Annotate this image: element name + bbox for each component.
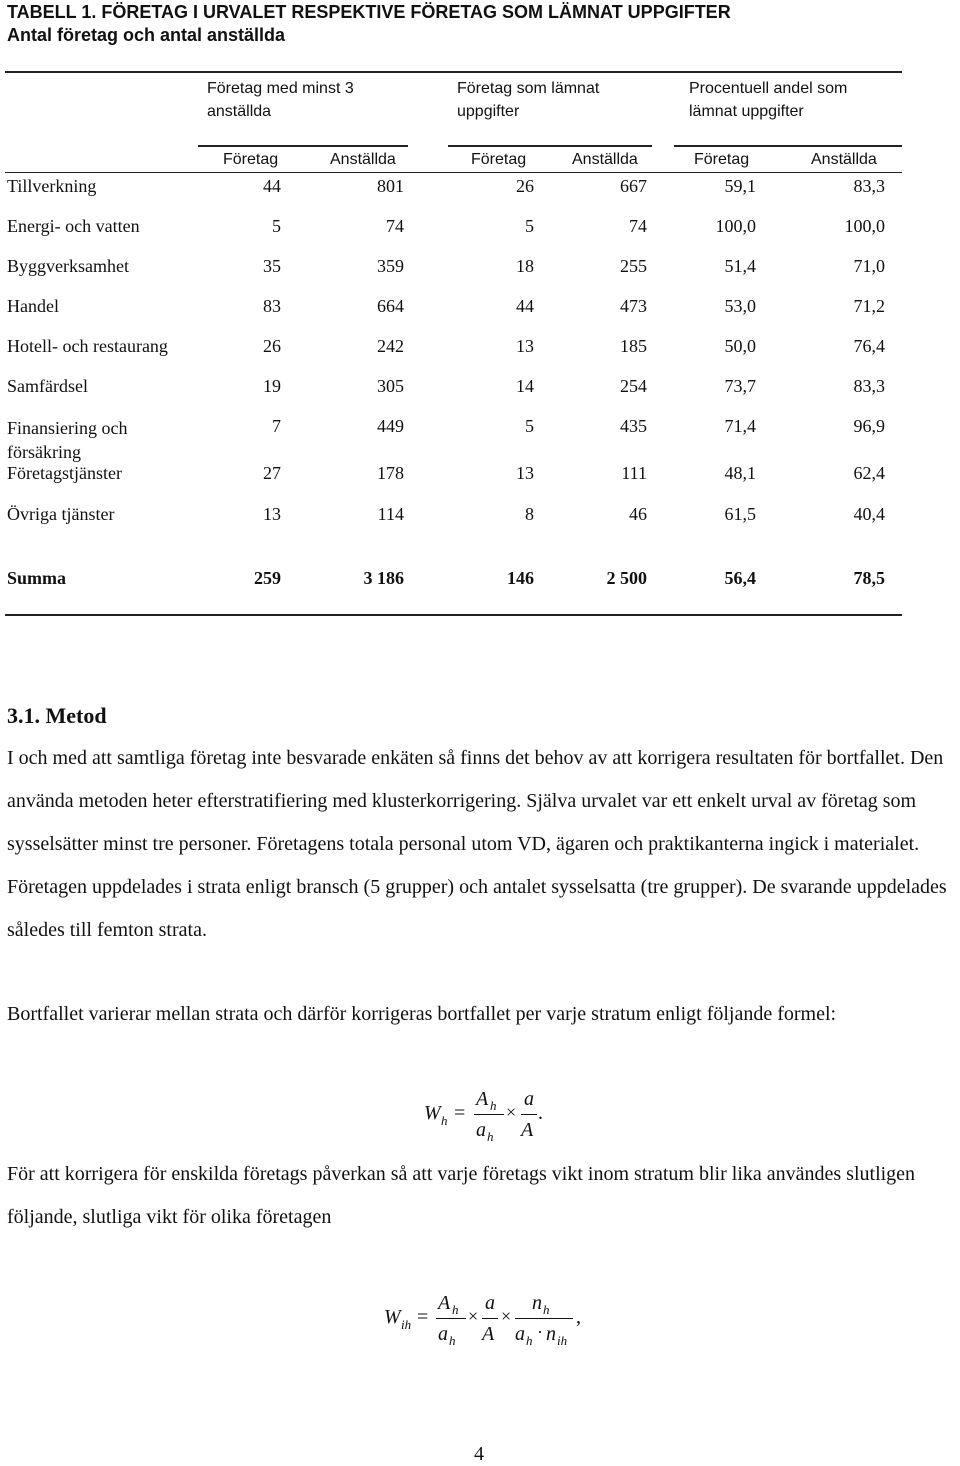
formula-weight-firm	[380, 1290, 610, 1352]
formula-equals: =	[417, 1306, 429, 1328]
formula-num-a: a	[524, 1088, 534, 1110]
cell: 74	[386, 216, 404, 236]
formula-den-sub-ih: ih	[557, 1333, 568, 1348]
formula-den-sub-h: h	[449, 1333, 456, 1348]
group-header-1: Företag med minst 3 anställda	[207, 80, 354, 120]
row-label: Energi- och vatten	[7, 216, 140, 236]
cell: 76,4	[853, 336, 885, 356]
cell: 71,0	[853, 256, 885, 276]
formula-comma: ,	[576, 1306, 581, 1328]
formula-den-sub-h: h	[487, 1129, 494, 1144]
cell: 114	[377, 504, 404, 524]
sub-header-4: Anställda	[572, 151, 638, 168]
formula-num-A: A	[438, 1292, 451, 1314]
cell: 83,3	[853, 176, 885, 196]
group-rule-2	[448, 145, 652, 147]
formula-num-a: a	[485, 1292, 495, 1314]
cell: 13	[516, 336, 534, 356]
cell: 254	[620, 376, 647, 396]
cell: 18	[516, 256, 534, 276]
cell: 100,0	[844, 216, 885, 236]
cell: 111	[621, 463, 647, 483]
formula-var-W: W	[384, 1306, 401, 1328]
formula-times: ×	[468, 1306, 479, 1326]
formula-num-sub-h: h	[543, 1302, 550, 1317]
summary-cell: 259	[254, 568, 281, 588]
cell: 71,4	[724, 416, 756, 436]
cell: 62,4	[853, 463, 885, 483]
formula-den-sub-h: h	[526, 1333, 533, 1348]
table-subtitle: Antal företag och antal anställda	[7, 25, 286, 45]
cell: 242	[377, 336, 404, 356]
page-number: 4	[474, 1443, 484, 1465]
row-label: Handel	[7, 296, 59, 316]
summary-cell: 3 186	[363, 568, 404, 588]
cell: 5	[272, 216, 281, 236]
cell: 48,1	[724, 463, 756, 483]
cell: 44	[516, 296, 534, 316]
paragraph-final-weight: För att korrigera för enskilda företags påverkan så att varje företags vikt inom stratum blir lika användes slutligen följande, slutliga vikt för olika företagen	[7, 1163, 916, 1228]
group-header-3: Procentuell andel som lämnat uppgifter	[689, 80, 848, 120]
summary-label: Summa	[7, 568, 67, 588]
fraction-bar	[521, 1114, 537, 1115]
group-rule-1	[198, 145, 408, 147]
formula-den-A: A	[482, 1323, 495, 1345]
header-bottom-rule	[5, 172, 902, 173]
sub-header-5: Företag	[694, 151, 750, 168]
cell: 83	[263, 296, 281, 316]
table-title: TABELL 1. FÖRETAG I URVALET RESPEKTIVE FÖRETAG SOM LÄMNAT UPPGIFTER	[7, 2, 731, 22]
table-bottom-rule	[5, 614, 902, 616]
fraction-bar	[515, 1318, 573, 1319]
fraction-bar	[436, 1318, 466, 1319]
cell: 35	[263, 256, 281, 276]
formula-den-a: a	[438, 1323, 448, 1345]
cell: 667	[620, 176, 647, 196]
sub-header-2: Anställda	[330, 151, 396, 168]
cell: 19	[263, 376, 281, 396]
table-top-rule	[5, 71, 902, 73]
cell: 178	[377, 463, 404, 483]
formula-sub-h: h	[441, 1113, 448, 1128]
formula-dot: ·	[537, 1322, 543, 1342]
cell: 13	[263, 504, 281, 524]
paragraph-method: I och med att samtliga företag inte besvarade enkäten så finns det behov av att korrigera resultaten för bortfallet. Den använda metoden heter efterstratifiering med klusterkorrigering. Själva urvalet var ett enkelt urval av företag som sysselsätter minst tre personer. Företagens totala personal utom VD, ägaren och praktikanterna ingick i materialet. Företagen uppdelades i strata enligt bransch (5 grupper) och antalet sysselsatta (tre grupper). De svarande uppdelades således till femton strata.	[7, 747, 947, 941]
formula-var-W: W	[424, 1102, 441, 1124]
cell: 26	[516, 176, 534, 196]
cell: 185	[620, 336, 647, 356]
summary-cell: 56,4	[724, 568, 756, 588]
cell: 449	[377, 416, 404, 436]
summary-cell: 2 500	[606, 568, 647, 588]
cell: 801	[377, 176, 404, 196]
cell: 100,0	[715, 216, 756, 236]
cell: 26	[263, 336, 281, 356]
formula-den-a: a	[476, 1119, 486, 1141]
cell: 61,5	[724, 504, 756, 524]
formula-times: ×	[501, 1306, 512, 1326]
sub-header-1: Företag	[223, 151, 279, 168]
sub-header-3: Företag	[471, 151, 527, 168]
formula-den-n: n	[546, 1323, 556, 1345]
row-label: Hotell- och restaurang	[7, 336, 168, 356]
group-rule-3	[674, 145, 902, 147]
cell: 44	[263, 176, 281, 196]
sub-header-6: Anställda	[811, 151, 877, 168]
cell: 5	[525, 416, 534, 436]
cell: 53,0	[724, 296, 756, 316]
cell: 7	[272, 416, 281, 436]
cell: 51,4	[724, 256, 756, 276]
formula-weight-stratum	[420, 1086, 560, 1148]
cell: 83,3	[853, 376, 885, 396]
cell: 27	[263, 463, 281, 483]
row-label: Samfärdsel	[7, 376, 88, 396]
cell: 359	[377, 256, 404, 276]
cell: 96,9	[853, 416, 885, 436]
formula-den-A: A	[521, 1119, 534, 1141]
cell: 46	[629, 504, 647, 524]
fraction-bar	[474, 1114, 504, 1115]
formula-num-sub-h: h	[452, 1302, 459, 1317]
cell: 473	[620, 296, 647, 316]
row-label: Företagstjänster	[7, 463, 122, 483]
cell: 50,0	[724, 336, 756, 356]
cell: 5	[525, 216, 534, 236]
cell: 255	[620, 256, 647, 276]
cell: 13	[516, 463, 534, 483]
summary-cell: 78,5	[853, 568, 885, 588]
summary-cell: 146	[507, 568, 534, 588]
cell: 435	[620, 416, 647, 436]
group-header-2: Företag som lämnat uppgifter	[457, 80, 600, 120]
cell: 59,1	[724, 176, 756, 196]
row-label: Tillverkning	[7, 176, 97, 196]
formula-num-A: A	[476, 1088, 489, 1110]
fraction-bar	[482, 1318, 498, 1319]
row-label: Byggverksamhet	[7, 256, 129, 276]
paragraph-formula-intro: Bortfallet varierar mellan strata och därför korrigeras bortfallet per varje stratum enligt följande formel:	[7, 1003, 837, 1025]
formula-period: .	[538, 1102, 543, 1124]
formula-times: ×	[506, 1102, 517, 1122]
cell: 74	[629, 216, 647, 236]
cell: 8	[525, 504, 534, 524]
row-label: Finansiering och försäkring	[7, 418, 128, 462]
formula-den-a: a	[515, 1323, 525, 1345]
cell: 40,4	[853, 504, 885, 524]
cell: 664	[377, 296, 404, 316]
formula-sub-ih: ih	[401, 1317, 412, 1332]
formula-num-n: n	[532, 1292, 542, 1314]
cell: 14	[516, 376, 534, 396]
formula-equals: =	[454, 1102, 466, 1124]
cell: 73,7	[724, 376, 756, 396]
row-label: Övriga tjänster	[7, 504, 115, 524]
cell: 305	[377, 376, 404, 396]
section-heading: 3.1. Metod	[7, 703, 107, 728]
formula-num-sub-h: h	[490, 1098, 497, 1113]
cell: 71,2	[853, 296, 885, 316]
